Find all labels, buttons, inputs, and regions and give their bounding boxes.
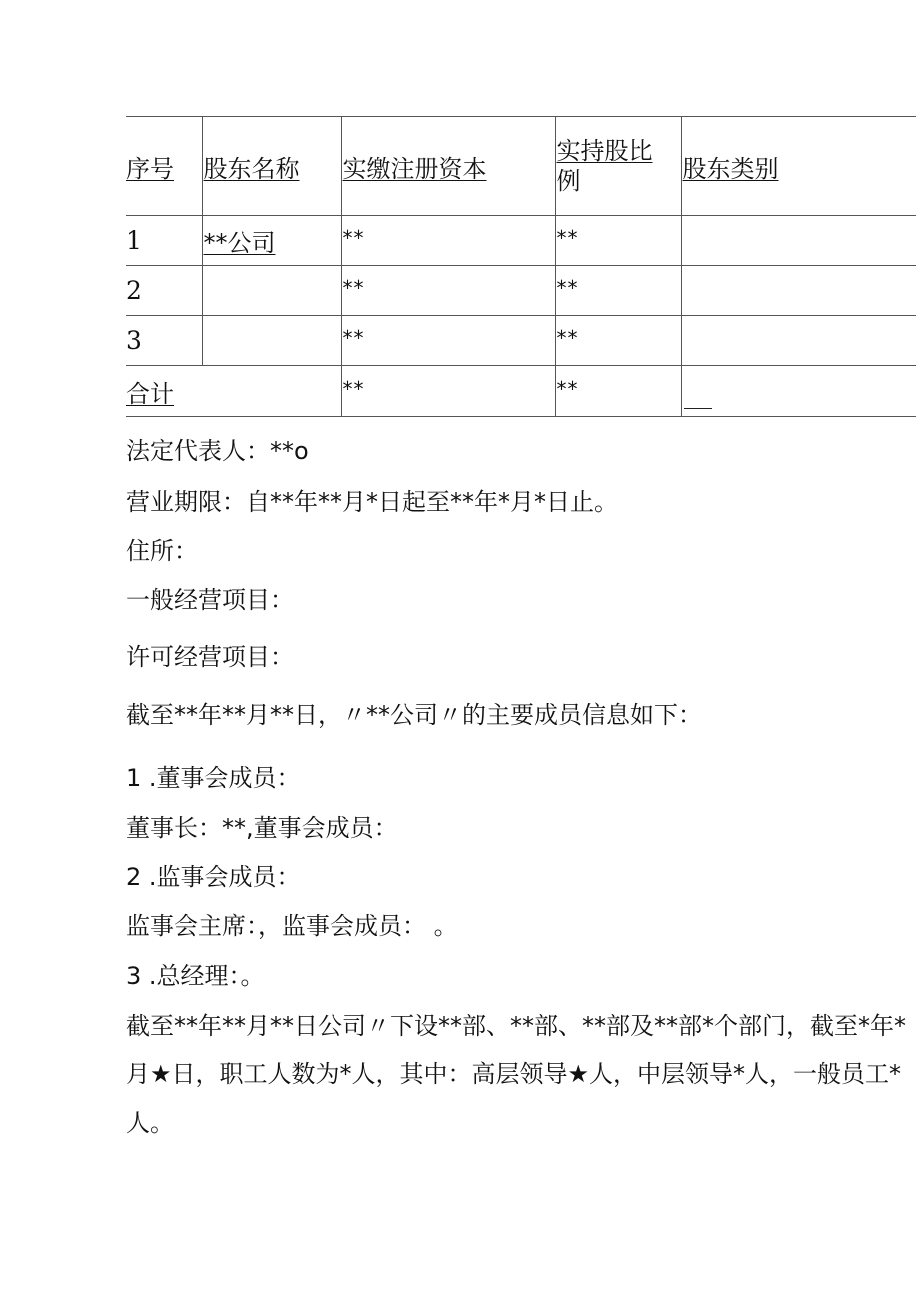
row-serial: 1 xyxy=(126,216,202,266)
table-total-row xyxy=(126,366,916,417)
general-business-scope: 一般经营项目： xyxy=(126,586,294,614)
members-intro: 截至**年**月**日，〃**公司〃的主要成员信息如下： xyxy=(126,701,702,729)
total-capital: ** xyxy=(341,366,555,417)
address: 住所： xyxy=(126,537,198,565)
table-row xyxy=(126,266,916,316)
table-row xyxy=(126,216,916,266)
row-capital: ** xyxy=(341,266,555,316)
header-shareholder-name: 股东名称 xyxy=(202,117,341,216)
departments-line-3: 人。 xyxy=(126,1109,174,1137)
row-name: **公司 xyxy=(202,216,341,266)
supervisor-members: 监事会主席：，监事会成员： 。 xyxy=(126,912,458,940)
licensed-business-scope: 许可经营项目： xyxy=(126,643,294,671)
board-members: 董事长：**,董事会成员： xyxy=(126,814,398,842)
header-ratio: 实持股比 例 xyxy=(555,117,681,216)
header-shareholder-type: 股东类别 xyxy=(681,117,916,216)
row-serial: 2 xyxy=(126,266,202,316)
section-supervisors: 2 .监事会成员： xyxy=(126,863,301,891)
row-capital: ** xyxy=(341,316,555,366)
business-term: 营业期限：自**年**月*日起至**年*月*日止。 xyxy=(126,488,618,516)
row-ratio: ** xyxy=(555,316,681,366)
row-name xyxy=(202,316,341,366)
section-board: 1 .董事会成员： xyxy=(126,764,301,792)
blank-line xyxy=(684,408,712,409)
row-type xyxy=(681,266,916,316)
departments-line-1: 截至**年**月**日公司〃下设**部、**部、**部及**部*个部门，截至*年* xyxy=(126,1012,906,1040)
row-name xyxy=(202,266,341,316)
header-serial: 序号 xyxy=(126,117,202,216)
header-paid-capital: 实缴注册资本 xyxy=(341,117,555,216)
shareholder-table xyxy=(126,116,916,417)
total-label: 合计 xyxy=(126,366,341,417)
row-ratio: ** xyxy=(555,266,681,316)
departments-line-2: 月★日，职工人数为*人，其中：高层领导★人，中层领导*人，一般员工* xyxy=(126,1060,902,1088)
row-serial: 3 xyxy=(126,316,202,366)
row-type xyxy=(681,316,916,366)
legal-representative: 法定代表人：**o xyxy=(126,437,309,465)
total-ratio: ** xyxy=(555,366,681,417)
row-capital: ** xyxy=(341,216,555,266)
row-type xyxy=(681,216,916,266)
row-ratio: ** xyxy=(555,216,681,266)
section-general-manager: 3 .总经理：。 xyxy=(126,962,265,990)
table-row xyxy=(126,316,916,366)
total-type xyxy=(681,366,916,417)
table-header-row xyxy=(126,117,916,216)
